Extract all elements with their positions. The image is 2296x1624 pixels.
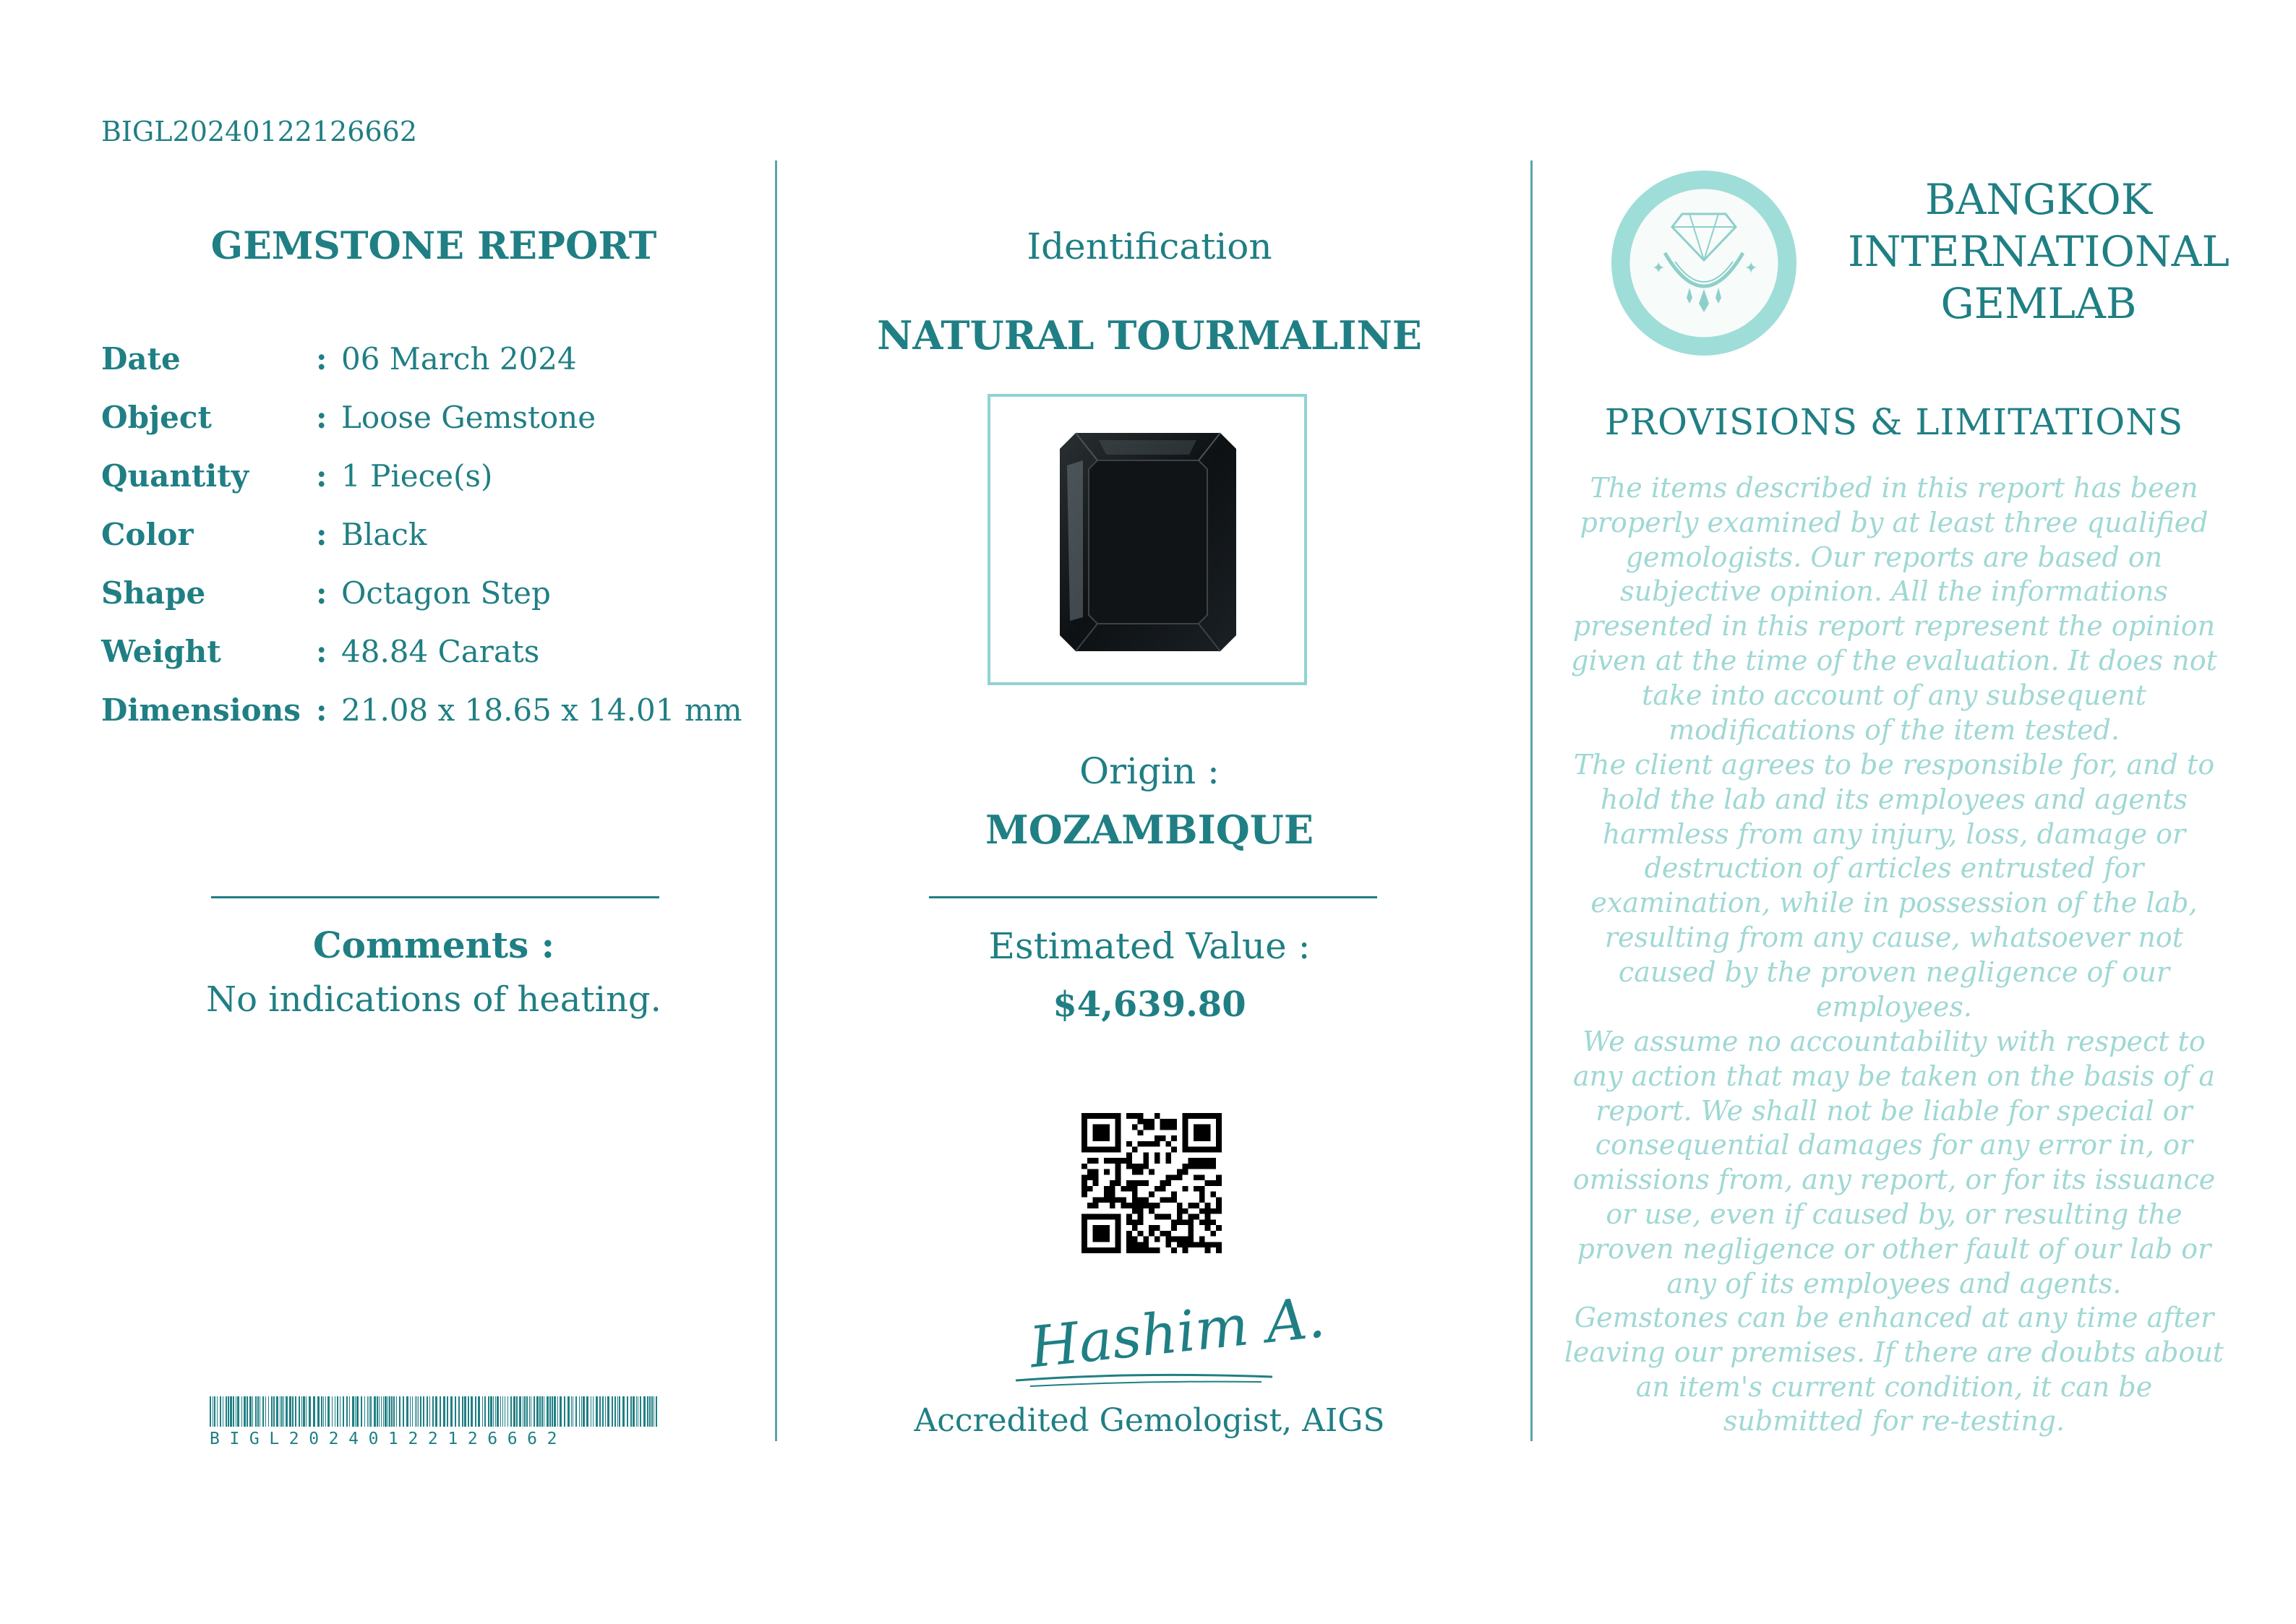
provisions-paragraph: Gemstones can be enhanced at any time after leaving our premises. If there are doubts about an item's current condition, it can be submitted for re-testing.: [1564, 1302, 2224, 1438]
comments-text: No indications of heating.: [206, 979, 661, 1020]
spec-value: Loose Gemstone: [341, 400, 596, 435]
spec-colon: :: [316, 400, 327, 435]
comments-title: Comments :: [312, 924, 555, 966]
report-id: BIGL20240122126662: [101, 116, 417, 147]
identification-label: Identification: [1027, 225, 1272, 267]
spec-label: Color: [101, 517, 194, 552]
spec-value: Black: [341, 517, 427, 552]
origin-label: Origin :: [1079, 750, 1220, 792]
spec-label: Object: [101, 400, 212, 435]
barcode-text: BIGL20240122126662: [210, 1430, 567, 1448]
spec-label: Dimensions: [101, 692, 301, 728]
spec-label: Shape: [101, 575, 206, 611]
lab-name-line: GEMLAB: [1940, 279, 2137, 328]
spec-value: 06 March 2024: [341, 341, 577, 377]
gemstone-image: [990, 397, 1304, 682]
provisions-paragraph: The client agrees to be responsible for, and to hold the lab and its employees and agents harmless from any injury, loss, damage or destruction of articles entrusted for examination, while in possession of the lab, resulting from any cause, whatsoever not caused by the proven negligence of our employees.: [1573, 749, 2215, 1023]
comments-divider: [211, 896, 659, 898]
spec-colon: :: [316, 341, 327, 377]
signer-title: Accredited Gemologist, AIGS: [914, 1402, 1385, 1439]
divider-left-vertical: [775, 160, 777, 1441]
lab-name-line: INTERNATIONAL: [1847, 227, 2230, 276]
spec-colon: :: [316, 575, 327, 611]
lab-seal-logo: [1609, 168, 1800, 359]
report-title: GEMSTONE REPORT: [210, 224, 657, 268]
value-divider: [929, 896, 1377, 898]
spec-value: 48.84 Carats: [341, 634, 540, 669]
spec-colon: :: [316, 634, 327, 669]
identification-value: NATURAL TOURMALINE: [877, 312, 1422, 358]
lab-name-line: BANGKOK: [1924, 175, 2153, 224]
svg-text:✦: ✦: [1744, 259, 1758, 278]
spec-colon: :: [316, 458, 327, 494]
spec-label: Weight: [101, 634, 221, 669]
qr-code[interactable]: [1081, 1113, 1222, 1253]
barcode: [210, 1396, 659, 1427]
signature-text: Hashim A.: [1027, 1285, 1328, 1381]
estimated-value-amount: $4,639.80: [1053, 984, 1246, 1025]
provisions-paragraph: We assume no accountability with respect to any action that may be taken on the basis of a report. We shall not be liable for special or consequential damages for any error in, or omissions from, any report, or for its issuance or use, even if caused by, or resulting the proven negligence or other fault of our lab or any of its employees and agents.: [1572, 1026, 2216, 1299]
estimated-value-label: Estimated Value :: [988, 925, 1311, 967]
provisions-paragraph: The items described in this report has been properly examined by at least three qualified gemologists. Our reports are based on subjective opinion. All the informations presented in this report represent the opinion given at the time of the evaluation. It does not take into account of any subsequent modifications of the item tested.: [1571, 472, 2217, 746]
spec-label: Quantity: [101, 458, 249, 494]
svg-text:✦: ✦: [1652, 259, 1666, 278]
spec-colon: :: [316, 692, 327, 728]
spec-value: 21.08 x 18.65 x 14.01 mm: [341, 692, 742, 728]
spec-label: Date: [101, 341, 181, 377]
divider-right-vertical: [1530, 160, 1533, 1441]
origin-value: MOZAMBIQUE: [985, 807, 1314, 853]
spec-value: 1 Piece(s): [341, 458, 493, 494]
gemstone-photo-frame: [988, 394, 1307, 685]
gemologist-signature: [1001, 1285, 1328, 1395]
lab-name: [1822, 173, 2256, 330]
provisions-title: PROVISIONS & LIMITATIONS: [1604, 401, 2184, 443]
spec-value: Octagon Step: [341, 575, 551, 611]
spec-colon: :: [316, 517, 327, 552]
